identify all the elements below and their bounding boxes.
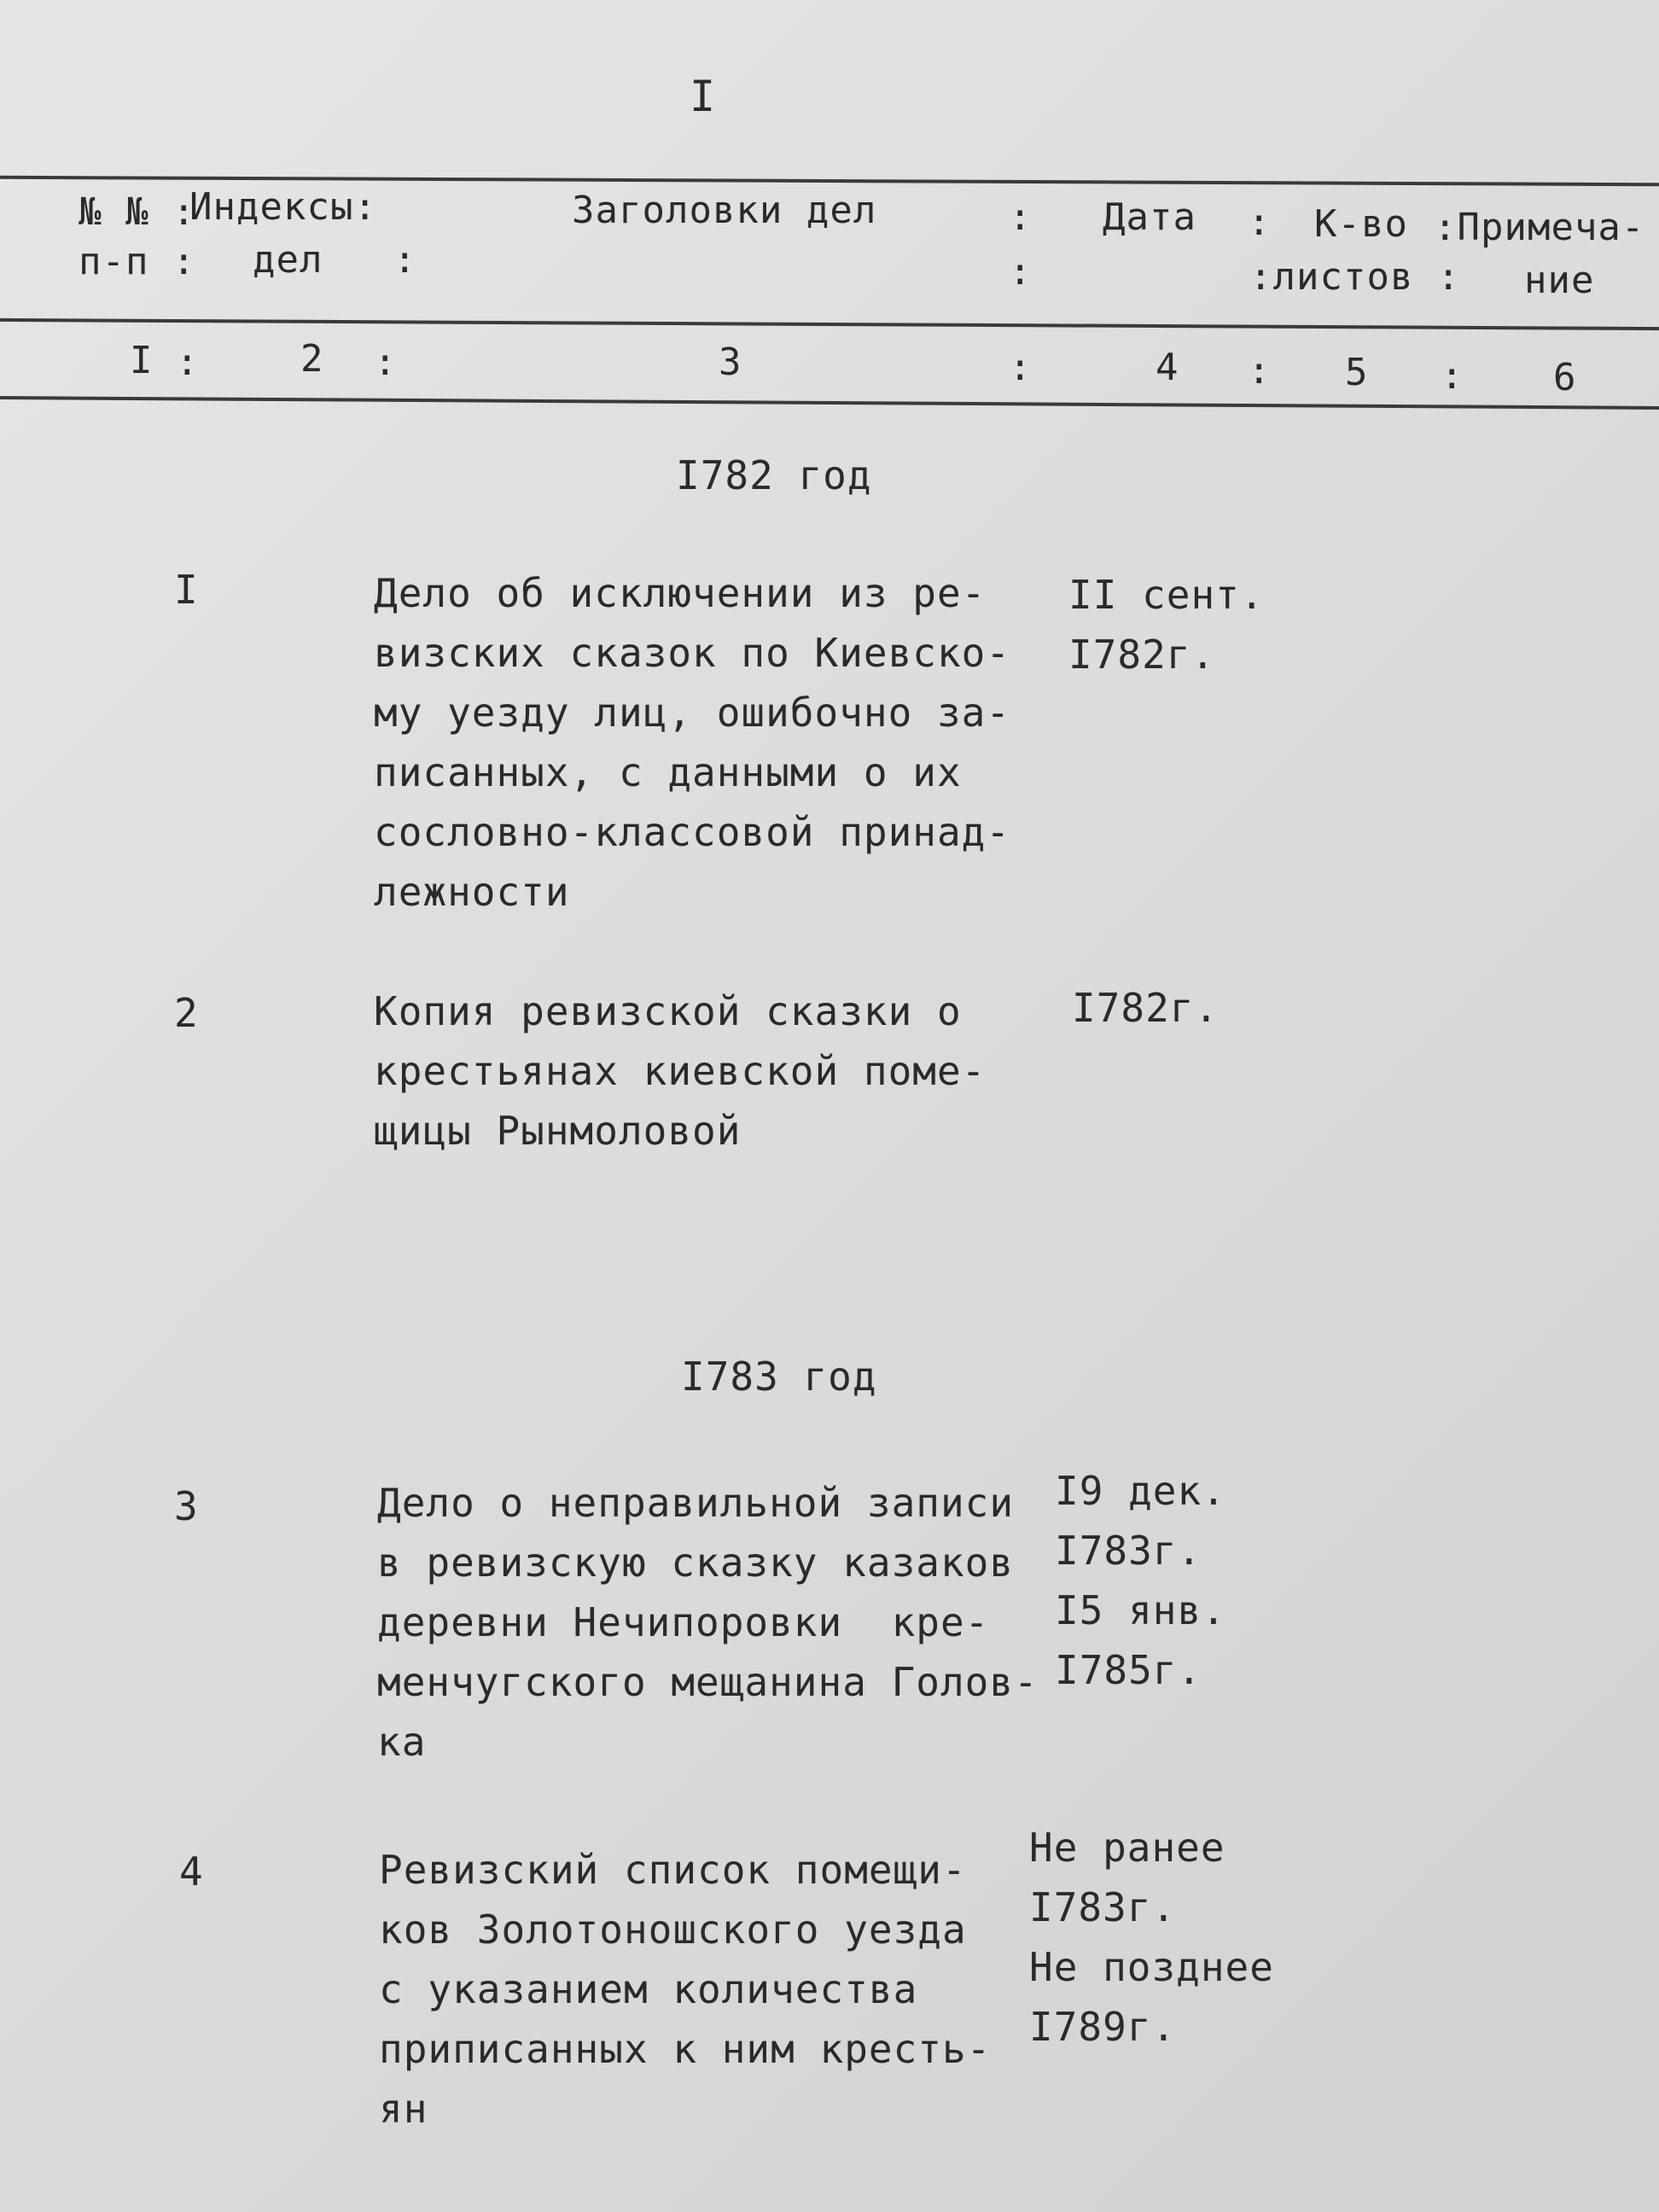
date-line: Не ранее: [1029, 1825, 1225, 1871]
title-line: Дело о неправильной записи: [377, 1480, 1015, 1526]
date-line: II сент.: [1068, 572, 1265, 618]
title-line: визских сказок по Киевско-: [374, 630, 1011, 676]
col-date-header: Дата: [1103, 195, 1196, 239]
date-line: I5 янв.: [1055, 1587, 1226, 1633]
title-line: ка: [377, 1719, 427, 1765]
section-year-heading: I783 год: [681, 1353, 877, 1400]
title-line: щицы Рынмоловой: [374, 1108, 742, 1154]
date-line: I783г.: [1029, 1884, 1177, 1930]
col-sep-header-1b: :: [1009, 250, 1033, 294]
title-line: крестьянах киевской поме-: [374, 1048, 987, 1094]
title-line: Ревизский список помещи-: [379, 1847, 967, 1893]
entry-date: [1055, 1461, 1226, 1700]
col-num-header-1: № № :: [79, 190, 196, 234]
col-index-header-1: Индексы:: [189, 185, 377, 229]
col-sep-header-2: :: [1248, 201, 1272, 244]
date-line: I789г.: [1029, 2004, 1177, 2050]
col-number-sep-3: :: [1009, 346, 1033, 389]
section-year-heading: I782 год: [676, 452, 872, 498]
col-number-sep-4: :: [1248, 349, 1272, 393]
entry-title: [377, 1473, 1039, 1772]
col-note-header-1: :Примеча-: [1434, 206, 1645, 249]
header-bottom-rule: [0, 396, 1659, 410]
title-line: приписанных к ним кресть-: [379, 2026, 992, 2072]
col-number-4: 4: [1155, 346, 1179, 389]
title-line: ков Золотоношского уезда: [379, 1906, 967, 1953]
col-title-header: Заголовки дел: [572, 189, 877, 232]
entry-title: [374, 981, 986, 1161]
col-number-sep-5: :: [1441, 354, 1464, 398]
entry-date: [1068, 565, 1265, 684]
title-line: писанных, с данными о их: [374, 749, 962, 795]
col-index-header-2: дел :: [253, 238, 417, 282]
title-line: с указанием количества: [379, 1966, 918, 2012]
date-line: I785г.: [1055, 1647, 1202, 1693]
col-num-header-2: п-п :: [79, 240, 196, 283]
date-line: I783г.: [1055, 1528, 1202, 1574]
col-count-header-2: :листов :: [1249, 255, 1461, 299]
col-sep-header-1: :: [1009, 195, 1033, 239]
date-line: I782г.: [1072, 985, 1220, 1031]
col-note-header-2: ние: [1524, 259, 1595, 302]
title-line: сословно-классовой принад-: [374, 809, 1011, 855]
col-number-2: 2: [300, 337, 324, 381]
title-line: деревни Нечипоровки кре-: [377, 1599, 990, 1645]
entry-title: [379, 1840, 991, 2139]
col-number-1: I: [130, 339, 154, 382]
col-number-3: 3: [719, 341, 742, 384]
entry-date: [1072, 978, 1219, 1038]
title-line: му уезду лиц, ошибочно за-: [374, 690, 1011, 736]
col-number-sep-2: :: [374, 341, 398, 384]
col-number-sep-1: :: [176, 341, 200, 384]
entry-number: 2: [174, 990, 199, 1036]
date-line: I782г.: [1068, 632, 1216, 678]
date-line: Не позднее: [1029, 1944, 1274, 1990]
title-line: Дело об исключении из ре-: [374, 570, 987, 616]
entry-title: [374, 563, 1010, 922]
entry-date: [1029, 1818, 1274, 2057]
header-mid-rule: [0, 318, 1659, 330]
title-line: Копия ревизской сказки о: [374, 988, 962, 1034]
entry-number: I: [174, 567, 199, 613]
col-number-6: 6: [1553, 356, 1577, 399]
title-line: в ревизскую сказку казаков: [377, 1540, 1015, 1586]
col-count-header-1: К-во: [1314, 202, 1408, 246]
entry-number: 3: [174, 1483, 199, 1529]
col-number-5: 5: [1345, 351, 1369, 394]
title-line: лежности: [374, 869, 570, 915]
entry-number: 4: [179, 1848, 204, 1895]
title-line: ян: [379, 2086, 428, 2132]
date-line: I9 дек.: [1055, 1468, 1226, 1514]
title-line: менчугского мещанина Голов-: [377, 1659, 1039, 1705]
page-number: I: [690, 72, 717, 121]
